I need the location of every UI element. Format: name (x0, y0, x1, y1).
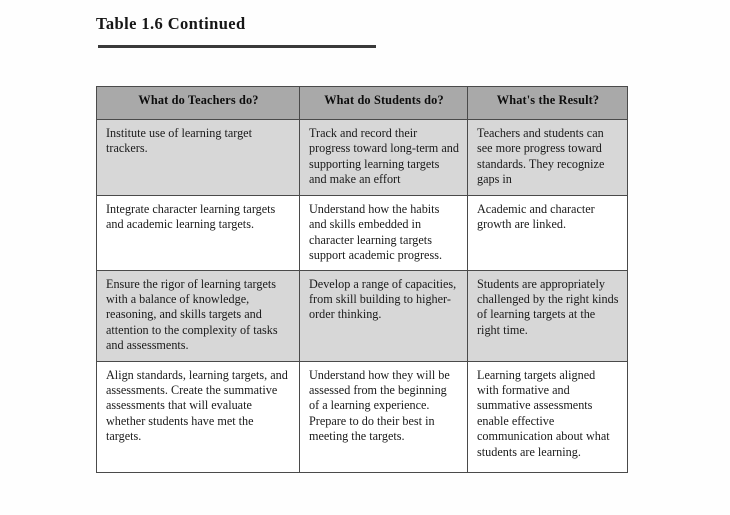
cell-text: Ensure the rigor of learning targets with a balance of knowledge, reasoning, and skills targets and attention to the complexity of tasks and assessments. (106, 276, 278, 353)
cell-text: Integrate character learning targets and academic learning targets. (106, 202, 276, 232)
cell-text: Teachers and students can see more progress toward standards. They recognize gaps in (477, 126, 605, 187)
cell-students (300, 270, 468, 361)
column-header-students: What do Students do? (300, 87, 468, 120)
column-header-teachers: What do Teachers do? (97, 87, 300, 120)
cell-students (300, 196, 468, 271)
cell-result (468, 270, 628, 361)
cell-text: Students are appropriately challenged by the right kinds of learning targets at the right time. (477, 276, 619, 337)
cell-teachers (97, 361, 300, 472)
title-block (96, 14, 636, 48)
cell-text: Academic and character growth are linked. (477, 202, 595, 232)
table-row (97, 270, 628, 361)
cell-result (468, 120, 628, 196)
cell-teachers (97, 120, 300, 196)
table-row (97, 196, 628, 271)
cell-teachers (97, 270, 300, 361)
cell-text: Align standards, learning targets, and assessments. Create the summative assessments that will evaluate whether students have met the targets. (106, 367, 288, 444)
cell-text: Understand how the habits and skills embedded in character learning targets support academic progress. (309, 202, 443, 263)
cell-students (300, 120, 468, 196)
cell-text: Learning targets aligned with formative and summative assessments enable effective communication about what students are learning. (477, 367, 610, 459)
page-title: Table 1.6 Continued (96, 14, 246, 33)
cell-text: Track and record their progress toward long-term and supporting learning targets and make an effort (309, 126, 459, 187)
table-1-6-continued (96, 86, 628, 473)
cell-text: Institute use of learning target trackers. (106, 126, 252, 156)
cell-result (468, 196, 628, 271)
cell-teachers (97, 196, 300, 271)
table-header-row (97, 87, 628, 120)
title-divider-rule (98, 45, 376, 48)
table-row (97, 120, 628, 196)
cell-text: Develop a range of capacities, from skill building to higher-order thinking. (309, 276, 457, 322)
cell-result (468, 361, 628, 472)
table-header (97, 87, 628, 120)
cell-students (300, 361, 468, 472)
cell-text: Understand how they will be assessed from the beginning of a learning experience. Prepare to do their best in meeting the targets. (309, 367, 450, 444)
table-row (97, 361, 628, 472)
table-body (97, 120, 628, 473)
column-header-result: What's the Result? (468, 87, 628, 120)
